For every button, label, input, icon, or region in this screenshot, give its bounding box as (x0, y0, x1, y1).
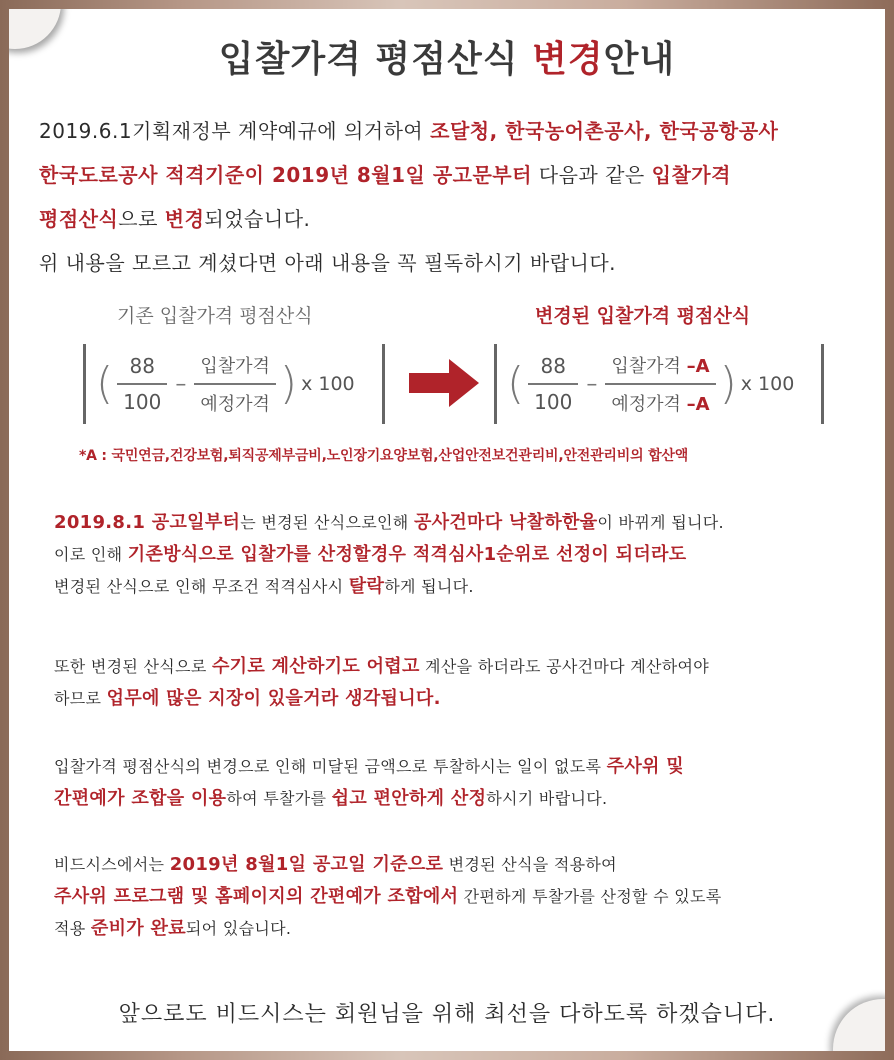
close-paren: ) (279, 358, 298, 409)
intro-line-2: 한국도로공사 적격기준이 2019년 8월1일 공고문부터 다음과 같은 입찰가격 (39, 163, 731, 187)
closing-message: 앞으로도 비드시스는 회원님을 위해 최선을 다하도록 하겠습니다. (118, 1002, 776, 1027)
open-paren: ( (96, 358, 114, 409)
new-formula (494, 344, 824, 424)
old-formula-label: 기존 입찰가격 평점산식 (117, 305, 313, 327)
right-arrow-icon (409, 359, 479, 407)
intro-line-3: 평점산식으로 변경되었습니다. (39, 207, 311, 231)
footnote-a: *A : 국민연금,건강보험,퇴직공제부금비,노인장기요양보험,산업안전보건관리비,안전관리비의 합산액 (79, 448, 689, 464)
paragraph-2: 또한 변경된 산식으로 수기로 계산하기도 어렵고 계산을 하더라도 공사건마다 계산하여야 하므로 업무에 많은 지장이 있을거라 생각됩니다. (54, 656, 710, 709)
intro-line-1: 2019.6.1기획재정부 계약예규에 의거하여 조달청, 한국농어촌공사, 한국공항공사 (39, 119, 779, 143)
intro-paragraph (39, 109, 869, 285)
minus-sign: – (586, 371, 598, 397)
old-formula (83, 344, 385, 424)
close-paren: ) (719, 358, 737, 409)
times-100: x 100 (301, 373, 355, 395)
minus-sign: – (175, 371, 187, 397)
new-formula-label: 변경된 입찰가격 평점산식 (535, 305, 751, 327)
intro-line-4: 위 내용을 모르고 계셨다면 아래 내용을 꼭 필독하시기 바랍니다. (39, 251, 617, 275)
notice-card (9, 9, 885, 1051)
paragraph-1: 2019.8.1 공고일부터는 변경된 산식으로인해 공사건마다 낙찰하한율이 바뀌게 됩니다. 이로 인해 기존방식으로 입찰가를 산정할경우 적격심사1순위로 선정이 되더라도 변경된 산식으로 인해 무조건 적격심사시 탈락하게 됩니다. (54, 512, 724, 597)
open-paren: ( (507, 358, 525, 409)
fraction-88-100: $\frac{88}{100}$ (117, 354, 167, 414)
paragraph-3: 입찰가격 평점산식의 변경으로 인해 미달된 금액으로 투찰하시는 일이 없도록 주사위 및 간편예가 조합을 이용하여 투찰가를 쉽고 편안하게 산정하시기 바랍니다. (54, 756, 684, 809)
page-title: 입찰가격 평점산식 변경안내 (218, 39, 676, 80)
fraction-bid-estimate: $\frac{\text{입찰가격}}{\text{예정가격}}$ (194, 352, 276, 416)
fraction-bid-minus-a: $\frac{\text{입찰가격 –A}}{\text{예정가격 –A}}$ (605, 352, 715, 416)
fraction-88-100: $\frac{88}{100}$ (528, 354, 578, 414)
paragraph-4: 비드시스에서는 2019년 8월1일 공고일 기준으로 변경된 산식을 적용하여 주사위 프로그램 및 홈페이지의 간편예가 조합에서 간편하게 투찰가를 산정할 수 있도록 적용 준비가 완료되어 있습니다. (54, 854, 722, 939)
times-100: x 100 (740, 373, 795, 395)
